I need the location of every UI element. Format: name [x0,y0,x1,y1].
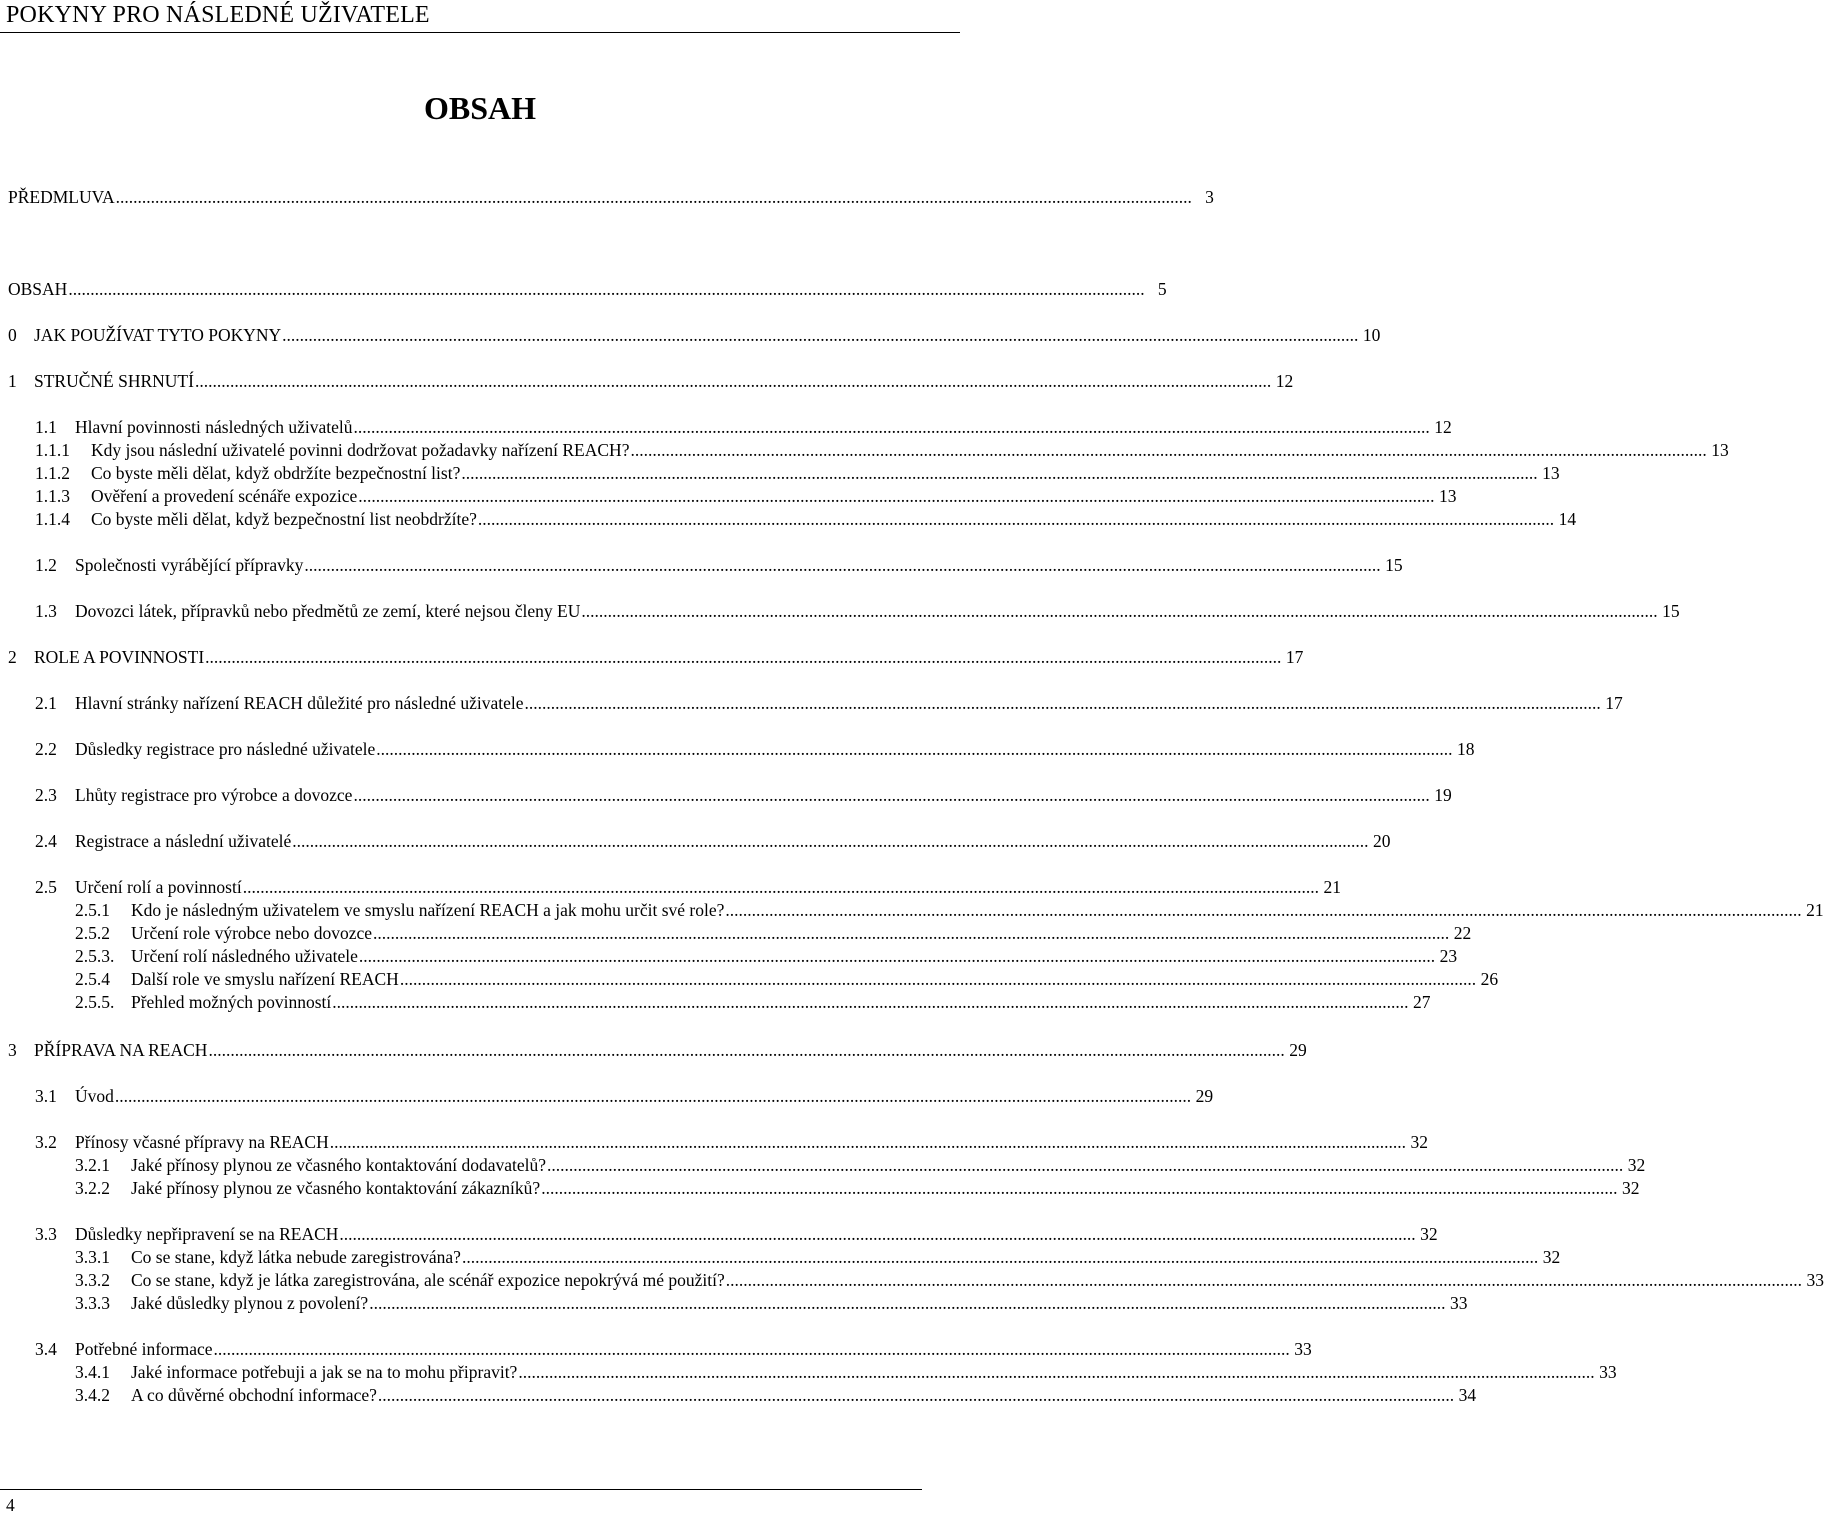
toc-page-number: 32 [1420,1224,1438,1244]
toc-entry-title: Úvod [75,1086,114,1106]
toc-entry-title: Registrace a následní uživatelé [75,831,292,851]
toc-leader-dots [332,991,1408,1013]
toc-entry-title: Přehled možných povinností [131,992,332,1012]
toc-entry[interactable] [8,186,1214,208]
toc-page-number: 12 [1434,417,1452,437]
toc-entry-number: 3.4.2 [75,1385,110,1405]
toc-page-number: 12 [1275,371,1294,391]
toc-leader-dots [725,899,1801,921]
toc-entry-title: Kdy jsou následní uživatelé povinni dodržovat požadavky nařízení REACH? [91,440,630,460]
toc-entry-number: 3.2.2 [75,1178,110,1198]
toc-entry-number: 2.5.2 [75,923,110,943]
toc-entry-number: 1.1.2 [35,463,70,483]
toc-entry[interactable] [75,1269,1824,1291]
toc-page-number: 33 [1294,1339,1312,1359]
toc-entry[interactable] [8,646,1304,668]
toc-page-number: 20 [1372,831,1391,851]
toc-leader-dots [205,646,1281,668]
header-divider [0,32,960,33]
toc-page-number: 14 [1558,509,1577,529]
toc-entry-title: Lhůty registrace pro výrobce a dovozce [75,785,353,805]
toc-entry-title: Co se stane, když je látka zaregistrována, ale scénář expozice nepokrývá mé použití? [131,1270,725,1290]
toc-entry[interactable] [35,1223,1438,1245]
toc-leader-dots [369,1292,1445,1314]
toc-entry-number: 2.5.3. [75,946,115,966]
toc-page-number: 5 [1157,279,1167,299]
toc-entry-number: 3.3 [35,1224,57,1244]
toc-page-number: 13 [1542,463,1560,483]
footer-divider [0,1489,922,1490]
toc-entry[interactable] [75,1292,1468,1314]
toc-entry[interactable] [75,1361,1617,1383]
toc-entry-number: 1.1.1 [35,440,70,460]
toc-entry-title: Co byste měli dělat, když bezpečnostní list neobdržíte? [91,509,477,529]
toc-entry[interactable] [35,876,1341,898]
toc-entry-number: 2.2 [35,739,57,759]
toc-entry-number: 3.4 [35,1339,57,1359]
toc-entry[interactable] [35,508,1577,530]
toc-entry-number: 1.2 [35,555,57,575]
toc-entry-title: Co byste měli dělat, když obdržíte bezpečnostní list? [91,463,461,483]
toc-entry-title: Jaké přínosy plynou ze včasného kontaktování dodavatelů? [131,1155,547,1175]
toc-entry[interactable] [35,830,1391,852]
toc-entry[interactable] [75,899,1824,921]
toc-entry-title: Co se stane, když látka nebude zaregistrována? [131,1247,461,1267]
toc-entry-number: 3.3.2 [75,1270,110,1290]
toc-page-number: 17 [1605,693,1623,713]
toc-leader-dots [214,1338,1290,1360]
toc-page-number: 19 [1434,785,1452,805]
toc-entry-number: 2.1 [35,693,57,713]
toc-entry-title: Společnosti vyrábějící přípravky [75,555,304,575]
toc-leader-dots [68,278,1144,300]
toc-page-number: 26 [1480,969,1499,989]
toc-page-number: 10 [1362,325,1381,345]
toc-entry-title: PŘÍPRAVA NA REACH [34,1040,208,1060]
toc-leader-dots [116,186,1192,208]
toc-leader-dots [376,738,1452,760]
toc-entry[interactable] [75,991,1431,1013]
toc-leader-dots [378,1384,1454,1406]
toc-entry-number: 2.5.5. [75,992,115,1012]
toc-entry[interactable] [8,1039,1307,1061]
toc-entry[interactable] [75,922,1472,944]
toc-page-number: 15 [1662,601,1680,621]
toc-entry-title: Potřebné informace [75,1339,213,1359]
toc-page-number: 15 [1385,555,1403,575]
toc-entry-title: OBSAH [8,279,68,299]
toc-page-number: 33 [1806,1270,1824,1290]
toc-leader-dots [525,692,1601,714]
toc-entry-title: Určení rolí následného uživatele [131,946,358,966]
toc-entry-title: Určení rolí a povinností [75,877,242,897]
toc-entry-title: JAK POUŽÍVAT TYTO POKYNY [34,325,282,345]
toc-entry[interactable] [35,600,1680,622]
toc-entry[interactable] [35,738,1475,760]
toc-leader-dots [353,784,1429,806]
toc-entry-number: 2.4 [35,831,57,851]
toc-entry-number: 2.5.1 [75,900,110,920]
toc-entry[interactable] [8,278,1167,300]
toc-leader-dots [581,600,1657,622]
toc-entry-number: 1.1.3 [35,486,70,506]
toc-entry[interactable] [35,1338,1312,1360]
toc-page-number: 21 [1806,900,1824,920]
toc-entry-number: 1 [8,371,17,391]
toc-entry[interactable] [75,1384,1477,1406]
toc-leader-dots [541,1177,1617,1199]
toc-entry-number: 2 [8,647,17,667]
toc-entry[interactable] [75,945,1458,967]
toc-entry-title: Určení role výrobce nebo dovozce [131,923,373,943]
toc-entry-title: Přínosy včasné přípravy na REACH [75,1132,329,1152]
page-title: OBSAH [423,90,537,126]
toc-entry[interactable] [75,1154,1646,1176]
toc-leader-dots [282,324,1358,346]
toc-leader-dots [518,1361,1594,1383]
toc-entry-title: Ověření a provedení scénáře expozice [91,486,358,506]
toc-entry[interactable] [35,485,1457,507]
toc-page-number: 17 [1285,647,1304,667]
toc-entry-number: 2.3 [35,785,57,805]
toc-entry-title: ROLE A POVINNOSTI [34,647,205,667]
toc-entry[interactable] [8,324,1381,346]
toc-page-number: 21 [1323,877,1341,897]
toc-leader-dots [354,416,1430,438]
toc-entry-title: A co důvěrné obchodní informace? [131,1385,377,1405]
toc-page-number: 3 [1205,187,1214,207]
toc-leader-dots [304,554,1380,576]
toc-leader-dots [461,462,1537,484]
toc-leader-dots [243,876,1319,898]
toc-page-number: 33 [1599,1362,1617,1382]
toc-entry[interactable] [75,968,1499,990]
toc-entry[interactable] [35,554,1403,576]
toc-entry-title: Kdo je následným uživatelem ve smyslu nařízení REACH a jak mohu určit své role? [131,900,725,920]
toc-page-number: 29 [1289,1040,1307,1060]
toc-entry-number: 1.1.4 [35,509,70,529]
toc-page-number: 27 [1413,992,1431,1012]
toc-page-number: 23 [1439,946,1458,966]
toc-page-number: 34 [1458,1385,1477,1405]
toc-page-number: 13 [1439,486,1457,506]
toc-entry-title: Důsledky registrace pro následné uživatele [75,739,376,759]
toc-entry[interactable] [35,692,1623,714]
toc-leader-dots [115,1085,1191,1107]
toc-page-number: 29 [1195,1086,1214,1106]
toc-entry-title: Jaké informace potřebuji a jak se na to mohu připravit? [131,1362,518,1382]
toc-entry[interactable] [35,1131,1428,1153]
toc-page-number: 13 [1711,440,1729,460]
toc-leader-dots [478,508,1554,530]
running-header: POKYNY PRO NÁSLEDNÉ UŽIVATELE [6,2,430,28]
toc-entry-number: 3.2 [35,1132,57,1152]
toc-entry-number: 3.4.1 [75,1362,110,1382]
toc-page-number: 18 [1457,739,1475,759]
toc-leader-dots [400,968,1476,990]
toc-entry[interactable] [75,1177,1640,1199]
toc-entry[interactable] [35,462,1560,484]
toc-page-number: 33 [1449,1293,1468,1313]
toc-page-number: 32 [1621,1178,1640,1198]
toc-entry[interactable] [35,784,1452,806]
toc-leader-dots [726,1269,1802,1291]
toc-leader-dots [208,1039,1284,1061]
toc-entry-title: Hlavní stránky nařízení REACH důležité pro následné uživatele [75,693,524,713]
toc-entry-number: 3.2.1 [75,1155,110,1175]
toc-entry-number: 3.1 [35,1086,57,1106]
toc-page-number: 32 [1542,1247,1561,1267]
toc-leader-dots [292,830,1368,852]
toc-leader-dots [630,439,1706,461]
toc-entry[interactable] [35,439,1729,461]
toc-entry-number: 2.5.4 [75,969,110,989]
toc-entry-title: Jaké důsledky plynou z povolení? [131,1293,369,1313]
toc-leader-dots [330,1131,1406,1153]
toc-entry-number: 2.5 [35,877,57,897]
toc-entry[interactable] [35,1085,1214,1107]
toc-entry-number: 1.3 [35,601,57,621]
toc-entry-title: Důsledky nepřipravení se na REACH [75,1224,339,1244]
toc-leader-dots [359,945,1435,967]
toc-entry-number: 3.3.3 [75,1293,110,1313]
toc-entry-number: 1.1 [35,417,57,437]
toc-leader-dots [358,485,1434,507]
page-number: 4 [6,1495,15,1515]
toc-page-number: 22 [1453,923,1472,943]
toc-entry-title: Dovozci látek, přípravků nebo předmětů ze zemí, které nejsou členy EU [75,601,581,621]
toc-entry-title: Další role ve smyslu nařízení REACH [131,969,399,989]
toc-entry-title: STRUČNÉ SHRNUTÍ [34,371,194,391]
toc-leader-dots [339,1223,1415,1245]
toc-leader-dots [462,1246,1538,1268]
toc-leader-dots [547,1154,1623,1176]
toc-entry-number: 3 [8,1040,17,1060]
toc-entry[interactable] [75,1246,1561,1268]
toc-leader-dots [195,370,1271,392]
toc-entry[interactable] [35,416,1452,438]
toc-entry-number: 3.3.1 [75,1247,110,1267]
toc-page-number: 32 [1410,1132,1428,1152]
toc-entry-title: Hlavní povinnosti následných uživatelů [75,417,353,437]
toc-entry-title: PŘEDMLUVA [8,187,115,207]
toc-page-number: 32 [1627,1155,1646,1175]
toc-leader-dots [373,922,1449,944]
toc-entry-title: Jaké přínosy plynou ze včasného kontaktování zákazníků? [131,1178,541,1198]
toc-entry[interactable] [8,370,1294,392]
toc-entry-number: 0 [8,325,17,345]
